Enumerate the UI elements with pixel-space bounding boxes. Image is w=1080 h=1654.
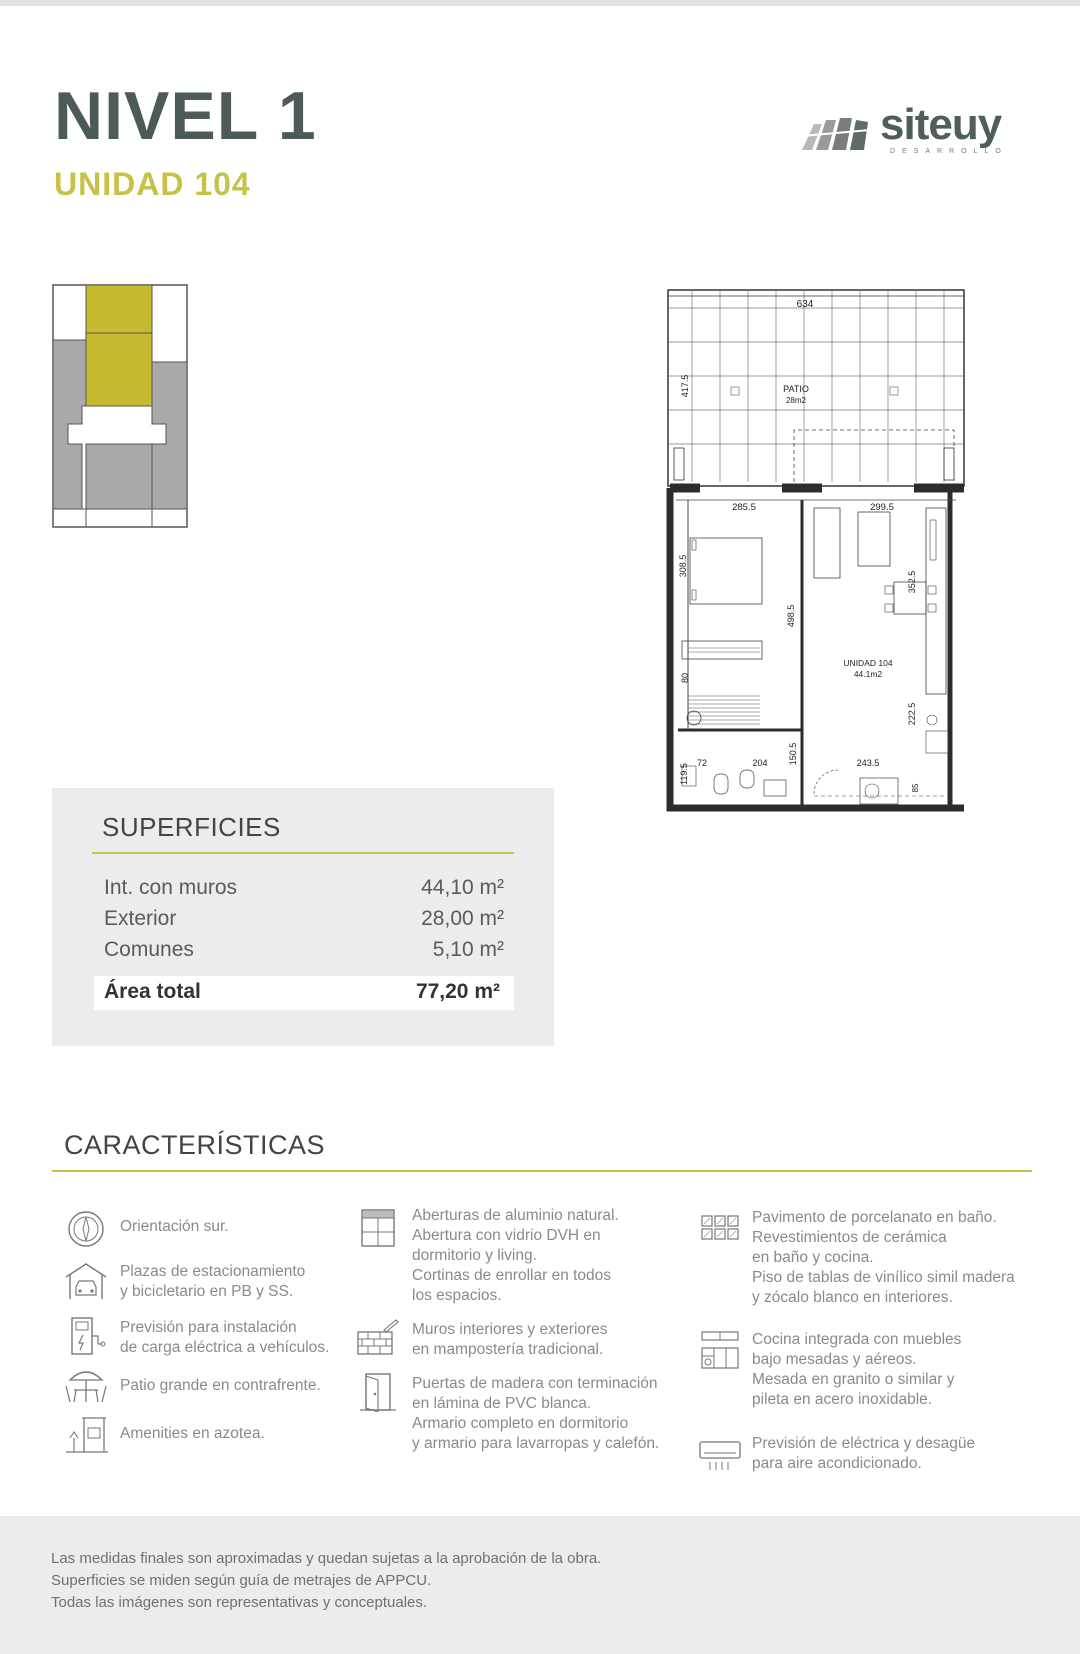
total-label: Área total xyxy=(104,980,201,1003)
superficie-label: Comunes xyxy=(104,938,194,961)
superficies-title: SUPERFICIES xyxy=(102,812,281,842)
feature-line: Pavimento de porcelanato en baño. xyxy=(752,1209,997,1226)
feature-line: en lámina de PVC blanca. xyxy=(412,1395,592,1412)
air-conditioner-icon xyxy=(698,1436,742,1476)
building-key-plan xyxy=(52,284,188,528)
feature-line: pileta en acero inoxidable. xyxy=(752,1391,933,1408)
patio-area: 28m2 xyxy=(785,396,807,405)
feature-line: y armario para lavarropas y calefón. xyxy=(412,1435,660,1452)
feature-carga-electrica xyxy=(120,1318,329,1358)
unit-label: UNIDAD 104 xyxy=(843,658,893,668)
dim-85: 85 xyxy=(911,783,920,793)
feature-line: dormitorio y living. xyxy=(412,1247,537,1264)
feature-line: Amenities en azotea. xyxy=(120,1425,265,1442)
disclaimer-line: Todas las imágenes son representativas y conceptuales. xyxy=(51,1594,428,1611)
brick-wall-icon xyxy=(356,1316,400,1356)
superficie-row xyxy=(104,938,504,968)
feature-line: Armario completo en dormitorio xyxy=(412,1415,629,1432)
dim-2855: 285.5 xyxy=(732,502,756,513)
feature-line: Puertas de madera con terminación xyxy=(412,1375,658,1392)
door-icon xyxy=(356,1372,400,1412)
compass-icon xyxy=(64,1208,108,1248)
window-icon xyxy=(356,1208,400,1248)
page-title: NIVEL 1 xyxy=(54,78,317,154)
feature-line: Cortinas de enrollar en todos xyxy=(412,1267,612,1284)
superficie-label: Int. con muros xyxy=(104,876,238,899)
feature-line: de carga eléctrica a vehículos. xyxy=(120,1339,330,1356)
feature-line: Aberturas de aluminio natural. xyxy=(412,1207,619,1224)
feature-line: Mesada en granito o similar y xyxy=(752,1371,955,1388)
tiles-icon xyxy=(698,1212,742,1252)
feature-estacionamiento xyxy=(120,1262,305,1302)
feature-line: Muros interiores y exteriores xyxy=(412,1321,608,1338)
footer-disclaimer xyxy=(0,1516,1080,1654)
unit-subtitle: UNIDAD 104 xyxy=(54,166,251,202)
superficie-total-row xyxy=(94,976,514,1010)
feature-pavimento xyxy=(752,1208,1015,1308)
dim-634: 634 xyxy=(796,299,814,310)
feature-line: Previsión para instalación xyxy=(120,1319,297,1336)
feature-aberturas xyxy=(412,1206,619,1306)
dim-2225: 222.5 xyxy=(907,702,917,726)
feature-line: Plazas de estacionamiento xyxy=(120,1263,306,1280)
feature-puertas xyxy=(412,1374,659,1454)
unit-floor-plan xyxy=(664,286,968,812)
unit-area: 44.1m2 xyxy=(853,669,883,679)
feature-cocina xyxy=(752,1330,961,1410)
patio-table-icon xyxy=(64,1364,108,1404)
superficie-value: 44,10 m² xyxy=(421,876,504,899)
feature-line: en baño y cocina. xyxy=(752,1249,874,1266)
patio-label: PATIO xyxy=(783,384,809,394)
disclaimer-line: Superficies se miden según guía de metrajes de APPCU. xyxy=(51,1572,432,1589)
dim-72: 72 xyxy=(696,758,708,768)
superficie-label: Exterior xyxy=(104,907,177,930)
dim-1505: 150.5 xyxy=(788,742,798,766)
feature-line: bajo mesadas y aéreos. xyxy=(752,1351,917,1368)
kitchen-icon xyxy=(698,1330,742,1370)
feature-orientacion xyxy=(120,1217,229,1237)
dim-4175: 417.5 xyxy=(680,374,690,398)
feature-aire xyxy=(752,1434,975,1474)
dim-80: 80 xyxy=(680,672,690,684)
logo-mark-icon xyxy=(800,112,876,152)
feature-patio xyxy=(120,1376,321,1396)
caracteristicas-divider xyxy=(52,1170,1032,1172)
feature-line: Piso de tablas de vinílico simil madera xyxy=(752,1269,1015,1286)
feature-line: los espacios. xyxy=(412,1287,502,1304)
feature-line: para aire acondicionado. xyxy=(752,1455,922,1472)
feature-muros xyxy=(412,1320,608,1360)
rooftop-grill-icon xyxy=(64,1414,108,1454)
superficies-panel xyxy=(52,788,554,1046)
total-value: 77,20 m² xyxy=(415,980,500,1003)
dim-1195: 119.5 xyxy=(679,763,689,785)
dim-4985: 498.5 xyxy=(786,604,796,628)
dim-3525: 352.5 xyxy=(907,570,917,594)
feature-line: en mampostería tradicional. xyxy=(412,1341,604,1358)
superficies-divider xyxy=(92,852,514,854)
logo-subtext: DESARROLLO xyxy=(890,148,1008,155)
top-bar xyxy=(0,0,1080,6)
superficie-value: 5,10 m² xyxy=(432,938,504,961)
dim-2435: 243.5 xyxy=(856,758,880,768)
feature-amenities xyxy=(120,1424,265,1444)
dim-204: 204 xyxy=(752,758,768,768)
garage-car-icon xyxy=(64,1261,108,1301)
superficie-row xyxy=(104,876,504,906)
siteuy-logo xyxy=(800,100,1020,164)
feature-line: Abertura con vidrio DVH en xyxy=(412,1227,601,1244)
feature-line: Orientación sur. xyxy=(120,1218,229,1235)
feature-line: y zócalo blanco en interiores. xyxy=(752,1289,953,1306)
superficie-row xyxy=(104,907,504,937)
ev-charger-icon xyxy=(64,1316,108,1356)
dim-2995: 299.5 xyxy=(870,502,894,513)
superficie-value: 28,00 m² xyxy=(421,907,504,930)
feature-line: Patio grande en contrafrente. xyxy=(120,1377,321,1394)
feature-line: Previsión de eléctrica y desagüe xyxy=(752,1435,976,1452)
caracteristicas-title: CARACTERÍSTICAS xyxy=(64,1130,326,1160)
feature-line: Cocina integrada con muebles xyxy=(752,1331,962,1348)
feature-line: y bicicletario en PB y SS. xyxy=(120,1283,294,1300)
dim-3085: 308.5 xyxy=(678,554,688,578)
disclaimer-line: Las medidas finales son aproximadas y quedan sujetas a la aprobación de la obra. xyxy=(51,1550,602,1567)
feature-line: Revestimientos de cerámica xyxy=(752,1229,947,1246)
logo-text: siteuy xyxy=(880,100,1002,149)
key-plan-unit-104 xyxy=(86,285,152,333)
